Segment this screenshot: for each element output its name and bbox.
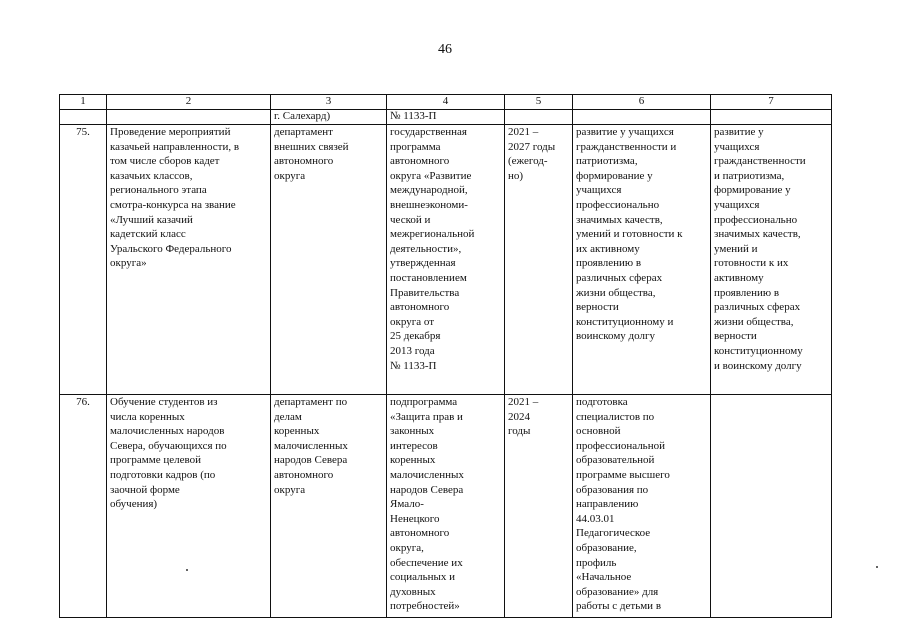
continuation-row [60,110,832,125]
responsible-cell: департамент по делам коренных малочисленных народов Севера автономного округа [271,395,387,618]
column-number: 6 [573,95,711,110]
column-number: 5 [505,95,573,110]
continuation-cell [573,110,711,125]
indicator-cell [711,395,832,618]
continuation-cell [107,110,271,125]
page-number: 46 [438,42,452,57]
column-number: 4 [387,95,505,110]
scan-speck [186,569,188,571]
period-cell: 2021 – 2024 годы [505,395,573,618]
result-cell: подготовка специалистов по основной профессиональной образовательной программе высшего образования по направлению 44.03.01 Педагогическое образование, профиль «Начальное образование» для работы с детьми в [573,395,711,618]
event-cell: Обучение студентов из числа коренных малочисленных народов Севера, обучающихся по программе целевой подготовки кадров (по заочной форме обучения) [107,395,271,618]
indicator-cell: развитие у учащихся гражданственности и патриотизма, формирование у учащихся профессионально значимых качеств, умений и готовности к их активному проявлению в различных сферах жизни общества, верности конституционному и воинскому долгу [711,125,832,395]
continuation-cell [505,110,573,125]
column-number: 3 [271,95,387,110]
table-row [60,395,832,618]
row-number: 75. [60,125,107,395]
continuation-cell [60,110,107,125]
event-cell: Проведение мероприятий казачьей направленности, в том числе сборов кадет казачьих классов, регионального этапа смотра-конкурса на звание «Лучший казачий кадетский класс Уральского Федерального округа» [107,125,271,395]
column-number-row [60,95,832,110]
row-number: 76. [60,395,107,618]
result-cell: развитие у учащихся гражданственности и патриотизма, формирование у учащихся профессионально значимых качеств, умений и готовности к их активному проявлению в различных сферах жизни общества, верности конституционному и воинскому долгу [573,125,711,395]
scan-speck [876,566,878,568]
responsible-cell: департамент внешних связей автономного округа [271,125,387,395]
continuation-cell [711,110,832,125]
column-number: 1 [60,95,107,110]
column-number: 7 [711,95,832,110]
basis-cell: подпрограмма «Защита прав и законных интересов коренных малочисленных народов Севера Ямало- Ненецкого автономного округа, обеспечение их социальных и духовных потребностей» [387,395,505,618]
column-number: 2 [107,95,271,110]
continuation-cell: г. Салехард) [271,110,387,125]
basis-cell: государственная программа автономного округа «Развитие международной, внешнеэкономи- ческой и межрегиональной деятельности», утвержденная постановлением Правительства автономного округа от 25 декабря 2013 года № 1133-П [387,125,505,395]
continuation-cell: № 1133-П [387,110,505,125]
table-row [60,125,832,395]
plan-table [59,94,832,618]
period-cell: 2021 – 2027 годы (ежегод- но) [505,125,573,395]
